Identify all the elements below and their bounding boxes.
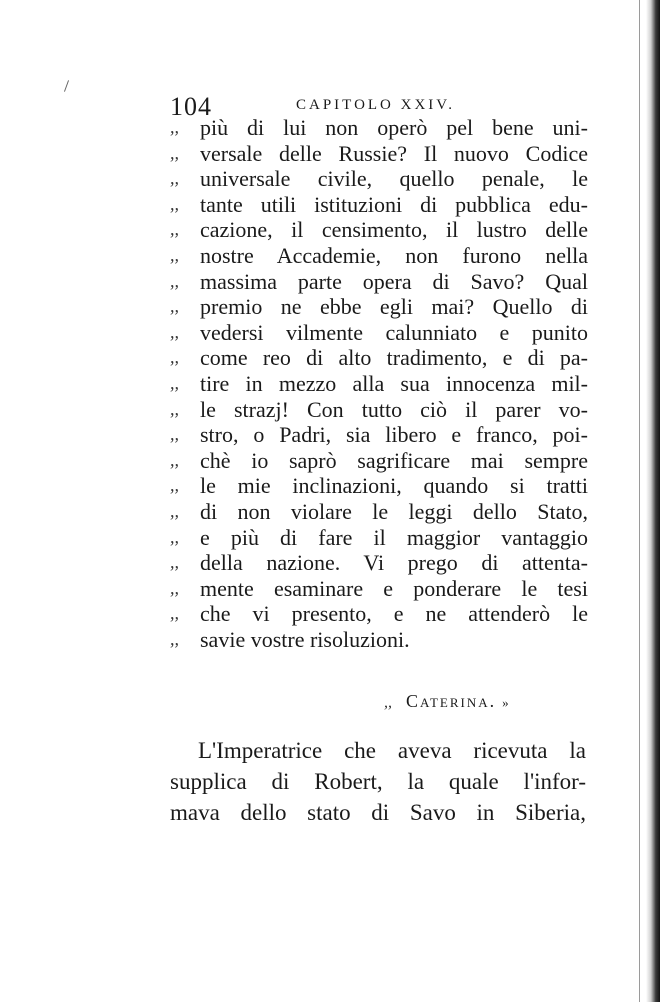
quote-mark: ,,: [170, 449, 179, 470]
quote-line: [170, 115, 590, 141]
quote-line: [170, 550, 590, 576]
quote-line: [170, 320, 590, 346]
body-line: supplica di Robert, la quale l'infor-: [170, 769, 586, 794]
quote-line-text: universale civile, quello penale, le: [200, 166, 588, 192]
quote-line-text: mente esaminare e ponderare le tesi: [200, 575, 588, 601]
quote-line: [170, 192, 590, 218]
quote-mark: ,,: [170, 475, 179, 496]
quote-line: [170, 576, 590, 602]
quote-line-text: di non violare le leggi dello Stato,: [200, 498, 588, 524]
quote-line-text: versale delle Russie? Il nuovo Codice: [200, 140, 588, 166]
quote-line: [170, 525, 590, 551]
quote-mark: ,,: [170, 296, 179, 317]
quote-line: [170, 397, 590, 423]
quote-mark: ,,: [170, 398, 179, 419]
quote-mark: ,,: [170, 577, 179, 598]
quote-line: [170, 141, 590, 167]
quote-mark: ,,: [170, 219, 179, 240]
quote-mark: ,,: [170, 347, 179, 368]
stray-pencil-mark: [64, 80, 69, 92]
quote-line-text: tante utili istituzioni di pubblica edu-: [200, 191, 588, 217]
quote-line: [170, 601, 590, 627]
quote-mark: ,,: [170, 424, 179, 445]
quote-mark: ,,: [170, 193, 179, 214]
quote-line-text: come reo di alto tradimento, e di pa-: [200, 345, 588, 371]
quote-mark: ,,: [170, 244, 179, 265]
quote-line-text: nostre Accademie, non furono nella: [200, 242, 588, 268]
quote-line: [170, 448, 590, 474]
quote-line: [170, 345, 590, 371]
quote-mark: ,,: [170, 117, 179, 137]
body-line: mava dello stato di Savo in Siberia,: [170, 800, 586, 825]
quote-line: [170, 422, 590, 448]
quote-mark: ,,: [170, 321, 179, 342]
quote-line: [170, 269, 590, 295]
quote-mark: ,,: [170, 168, 179, 189]
quote-line-text: vedersi vilmente calunniato e punito: [200, 319, 588, 345]
page-number: 104: [170, 92, 212, 121]
quote-line-text: chè io saprò sagrificare mai sempre: [200, 447, 588, 473]
quote-line-text: tire in mezzo alla sua innocenza mil-: [200, 370, 588, 396]
gutter-line: [639, 0, 640, 1002]
quote-mark: ,,: [170, 526, 179, 547]
quote-line: [170, 294, 590, 320]
quote-mark: ,,: [170, 628, 179, 649]
body-paragraph: [170, 735, 586, 828]
quote-line: [170, 627, 590, 653]
quote-line: [170, 473, 590, 499]
body-line: L'Imperatrice che aveva ricevuta la: [198, 738, 586, 763]
quote-mark: ,,: [170, 500, 179, 521]
quote-line-text: le strazj! Con tutto ciò il parer vo-: [200, 396, 588, 422]
quote-mark: ,,: [170, 603, 179, 624]
quote-mark: ,,: [170, 142, 179, 163]
signature-open-quote: ,,: [384, 694, 392, 711]
quote-line: [170, 371, 590, 397]
quote-line: [170, 217, 590, 243]
quoted-speech: [170, 115, 590, 652]
quote-line: [170, 243, 590, 269]
quote-line: [170, 166, 590, 192]
quote-mark: ,,: [170, 372, 179, 393]
signature-close-quote: »: [502, 695, 509, 710]
quote-line-text: più di lui non operò pel bene uni-: [200, 115, 588, 140]
quote-line-text: cazione, il censimento, il lustro delle: [200, 217, 588, 243]
quote-line-text: savie vostre risoluzioni.: [200, 626, 410, 652]
book-spine-edge: [646, 0, 660, 1002]
quote-line-text: che vi presento, e ne attenderò le: [200, 601, 588, 627]
signature-name: Caterina.: [406, 691, 497, 711]
quote-mark: ,,: [170, 552, 179, 573]
quote-line-text: le mie inclinazioni, quando si tratti: [200, 473, 588, 499]
quote-line-text: premio ne ebbe egli mai? Quello di: [200, 294, 588, 320]
quote-line-text: stro, o Padri, sia libero e franco, poi-: [200, 422, 588, 448]
chapter-title: CAPITOLO XXIV.: [296, 97, 455, 113]
quote-mark: ,,: [170, 270, 179, 291]
quote-line-text: della nazione. Vi prego di attenta-: [200, 550, 588, 576]
quote-line-text: e più di fare il maggior vantaggio: [200, 524, 588, 550]
quote-line: [170, 499, 590, 525]
quote-line-text: massima parte opera di Savo? Qual: [200, 268, 588, 294]
signature: [384, 688, 509, 714]
